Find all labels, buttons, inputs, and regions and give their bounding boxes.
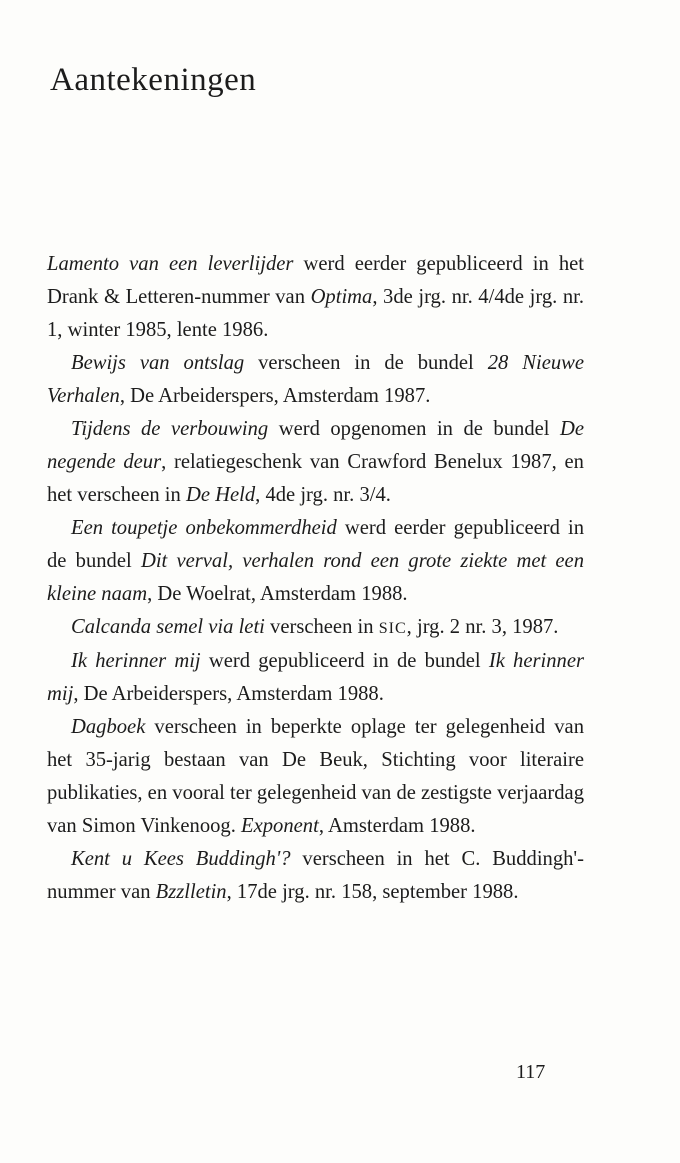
note-text: verscheen in het C. Buddingh'-nummer van: [47, 848, 585, 903]
note-title: Ik herinner mij: [71, 650, 201, 672]
note-text: , 17de jrg. nr. 158, september 1988.: [226, 881, 519, 903]
notes-section: [47, 248, 584, 909]
note-italic: 28 Nieuwe Verhalen: [47, 352, 585, 407]
note-herinner: [47, 645, 584, 711]
note-calcanda: [47, 611, 584, 645]
note-text: , De Woelrat, Amsterdam 1988.: [147, 583, 408, 605]
note-text: verscheen in de bundel: [244, 352, 488, 374]
note-text: verscheen in: [264, 616, 379, 638]
note-text: werd eerder gepubliceerd in het Drank & Letteren-nummer van: [47, 253, 585, 308]
note-bewijs: [47, 347, 584, 413]
note-title: Bewijs van ontslag: [71, 352, 245, 374]
note-title: Tijdens de verbouwing: [71, 418, 269, 440]
note-text: , relatiegeschenk van Crawford Benelux 1987, en het verscheen in: [47, 451, 584, 506]
note-dagboek: [47, 711, 584, 843]
note-lamento: [47, 248, 584, 347]
note-italic: Dit verval, verhalen rond een grote ziekte met een kleine naam: [47, 550, 584, 605]
note-italic: Bzzlletin: [155, 881, 227, 903]
note-text: , De Arbeiderspers, Amsterdam 1988.: [73, 683, 384, 705]
note-title: Dagboek: [71, 716, 146, 738]
note-italic: De Held: [185, 484, 256, 506]
note-title: Kent u Kees Buddingh'?: [71, 848, 291, 870]
note-italic: Ik herinner mij: [47, 650, 584, 705]
note-title: Lamento van een leverlijder: [47, 253, 294, 275]
note-tijdens: [47, 413, 584, 512]
note-italic: Optima: [310, 286, 373, 308]
note-text: , 4de jrg. nr. 3/4.: [255, 484, 391, 506]
note-text: verscheen in beperkte oplage ter gelegenheid van het 35-jarig bestaan van De Beuk, Stichting voor literaire publikaties, en vooral ter gelegenheid van de zestigste verjaardag van Simon Vinkenoog.: [47, 716, 584, 837]
note-italic: De negende deur: [47, 418, 584, 473]
page-number: 117: [516, 1061, 546, 1083]
note-text: , Amsterdam 1988.: [318, 815, 476, 837]
page-title: Aantekeningen: [50, 62, 257, 98]
note-buddingh: [47, 843, 584, 909]
note-toupetje: [47, 512, 584, 611]
note-smallcaps: SIC: [378, 620, 407, 637]
note-text: , De Arbeiderspers, Amsterdam 1987.: [119, 385, 431, 407]
note-title: Calcanda semel via leti: [71, 616, 265, 638]
note-text: , jrg. 2 nr. 3, 1987.: [406, 616, 559, 638]
note-text: , 3de jrg. nr. 4/4de jrg. nr. 1, winter 1985, lente 1986.: [47, 286, 584, 341]
note-italic: Exponent: [241, 815, 319, 837]
note-text: werd eerder gepubliceerd in de bundel: [47, 517, 585, 572]
note-text: werd gepubliceerd in de bundel: [200, 650, 489, 672]
note-text: werd opgenomen in de bundel: [268, 418, 560, 440]
note-title: Een toupetje onbekommerdheid: [71, 517, 337, 539]
